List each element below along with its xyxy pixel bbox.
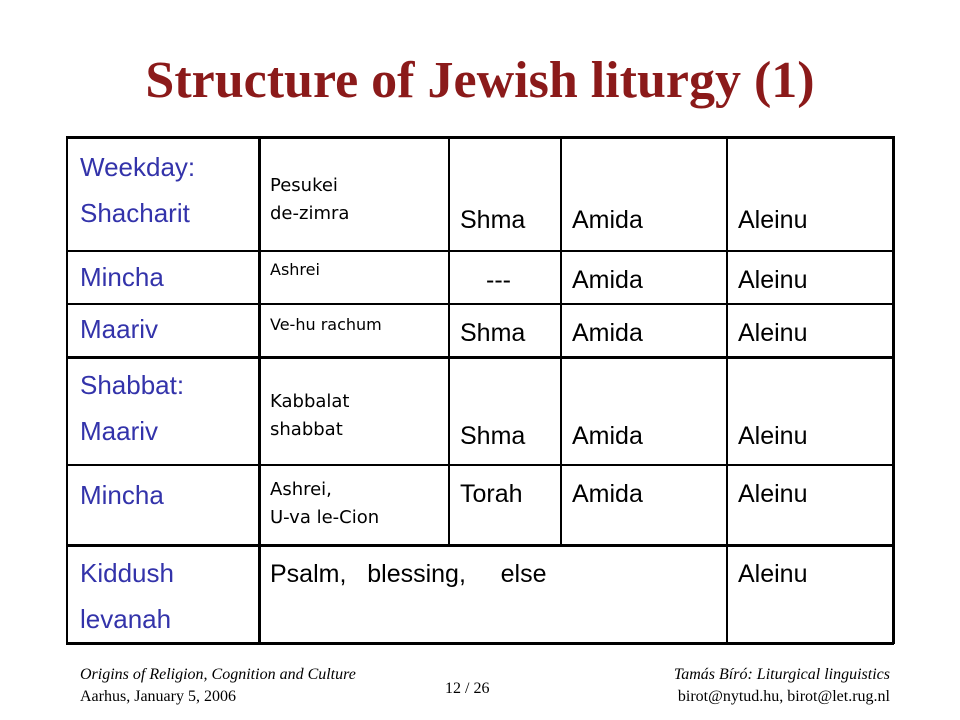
footer-conference-date: Aarhus, January 5, 2006	[80, 688, 236, 705]
prayer-cell	[270, 258, 320, 282]
prayer-label: Ve-hu rachum	[270, 315, 382, 334]
service-cell	[80, 550, 174, 642]
column-divider	[448, 136, 450, 546]
aleinu-cell: Aleinu	[738, 319, 808, 347]
table-border-left	[66, 136, 68, 644]
service-cell	[80, 254, 164, 300]
aleinu-cell: Aleinu	[738, 206, 808, 234]
prayer-label: Ashrei	[270, 260, 320, 279]
row-divider	[66, 464, 894, 466]
prayer-label: de-zimra	[270, 203, 350, 224]
service-cell	[80, 306, 158, 352]
service-cell	[80, 144, 195, 236]
merged-prayer-cell: Psalm, blessing, else	[270, 560, 547, 588]
shma-cell: Shma	[460, 422, 526, 450]
shma-cell: Shma	[460, 206, 526, 234]
service-label: Weekday:	[80, 152, 196, 182]
column-divider	[726, 136, 728, 644]
shma-cell: Shma	[460, 319, 526, 347]
service-label: Shacharit	[80, 198, 190, 228]
shma-cell: ---	[486, 266, 511, 294]
row-divider	[66, 303, 894, 305]
aleinu-cell: Aleinu	[738, 480, 808, 508]
footer-conference	[80, 664, 356, 708]
footer-conference-title: Origins of Religion, Cognition and Culture	[80, 666, 356, 683]
prayer-label: shabbat	[270, 419, 343, 440]
row-divider	[66, 356, 894, 359]
footer-author-title: Tamás Bíró: Liturgical linguistics	[673, 666, 890, 683]
torah-cell: Torah	[460, 480, 523, 508]
prayer-cell	[270, 172, 349, 228]
aleinu-cell: Aleinu	[738, 560, 808, 588]
table-border-top	[66, 136, 894, 139]
service-cell	[80, 472, 164, 518]
prayer-label: Pesukei	[270, 175, 338, 196]
column-divider	[560, 136, 562, 546]
amida-cell: Amida	[572, 422, 643, 450]
prayer-label: Kabbalat	[270, 391, 350, 412]
column-divider	[258, 136, 261, 644]
aleinu-cell: Aleinu	[738, 422, 808, 450]
service-label: Shabbat:	[80, 370, 185, 400]
prayer-cell	[270, 476, 379, 532]
service-label: levanah	[80, 604, 172, 634]
amida-cell: Amida	[572, 319, 643, 347]
service-label: Maariv	[80, 416, 159, 446]
service-label: Kiddush	[80, 558, 174, 588]
slide-title: Structure of Jewish liturgy (1)	[145, 52, 815, 109]
amida-cell: Amida	[572, 266, 643, 294]
amida-cell: Amida	[572, 480, 643, 508]
prayer-cell	[270, 313, 382, 337]
amida-cell: Amida	[572, 206, 643, 234]
footer-author	[674, 664, 890, 708]
service-label: Mincha	[80, 262, 164, 292]
prayer-cell	[270, 388, 350, 444]
prayer-label: Ashrei,	[270, 479, 332, 500]
table-border-bottom	[66, 642, 894, 645]
footer-author-email: birot@nytud.hu, birot@let.rug.nl	[677, 688, 890, 705]
service-label: Mincha	[80, 480, 164, 510]
page-number: 12 / 26	[445, 680, 490, 697]
aleinu-cell: Aleinu	[738, 266, 808, 294]
prayer-label: U-va le-Cion	[270, 507, 380, 528]
service-cell	[80, 362, 184, 454]
row-divider	[66, 544, 894, 547]
service-label: Maariv	[80, 314, 159, 344]
row-divider	[66, 250, 894, 252]
table-border-right	[892, 136, 895, 644]
